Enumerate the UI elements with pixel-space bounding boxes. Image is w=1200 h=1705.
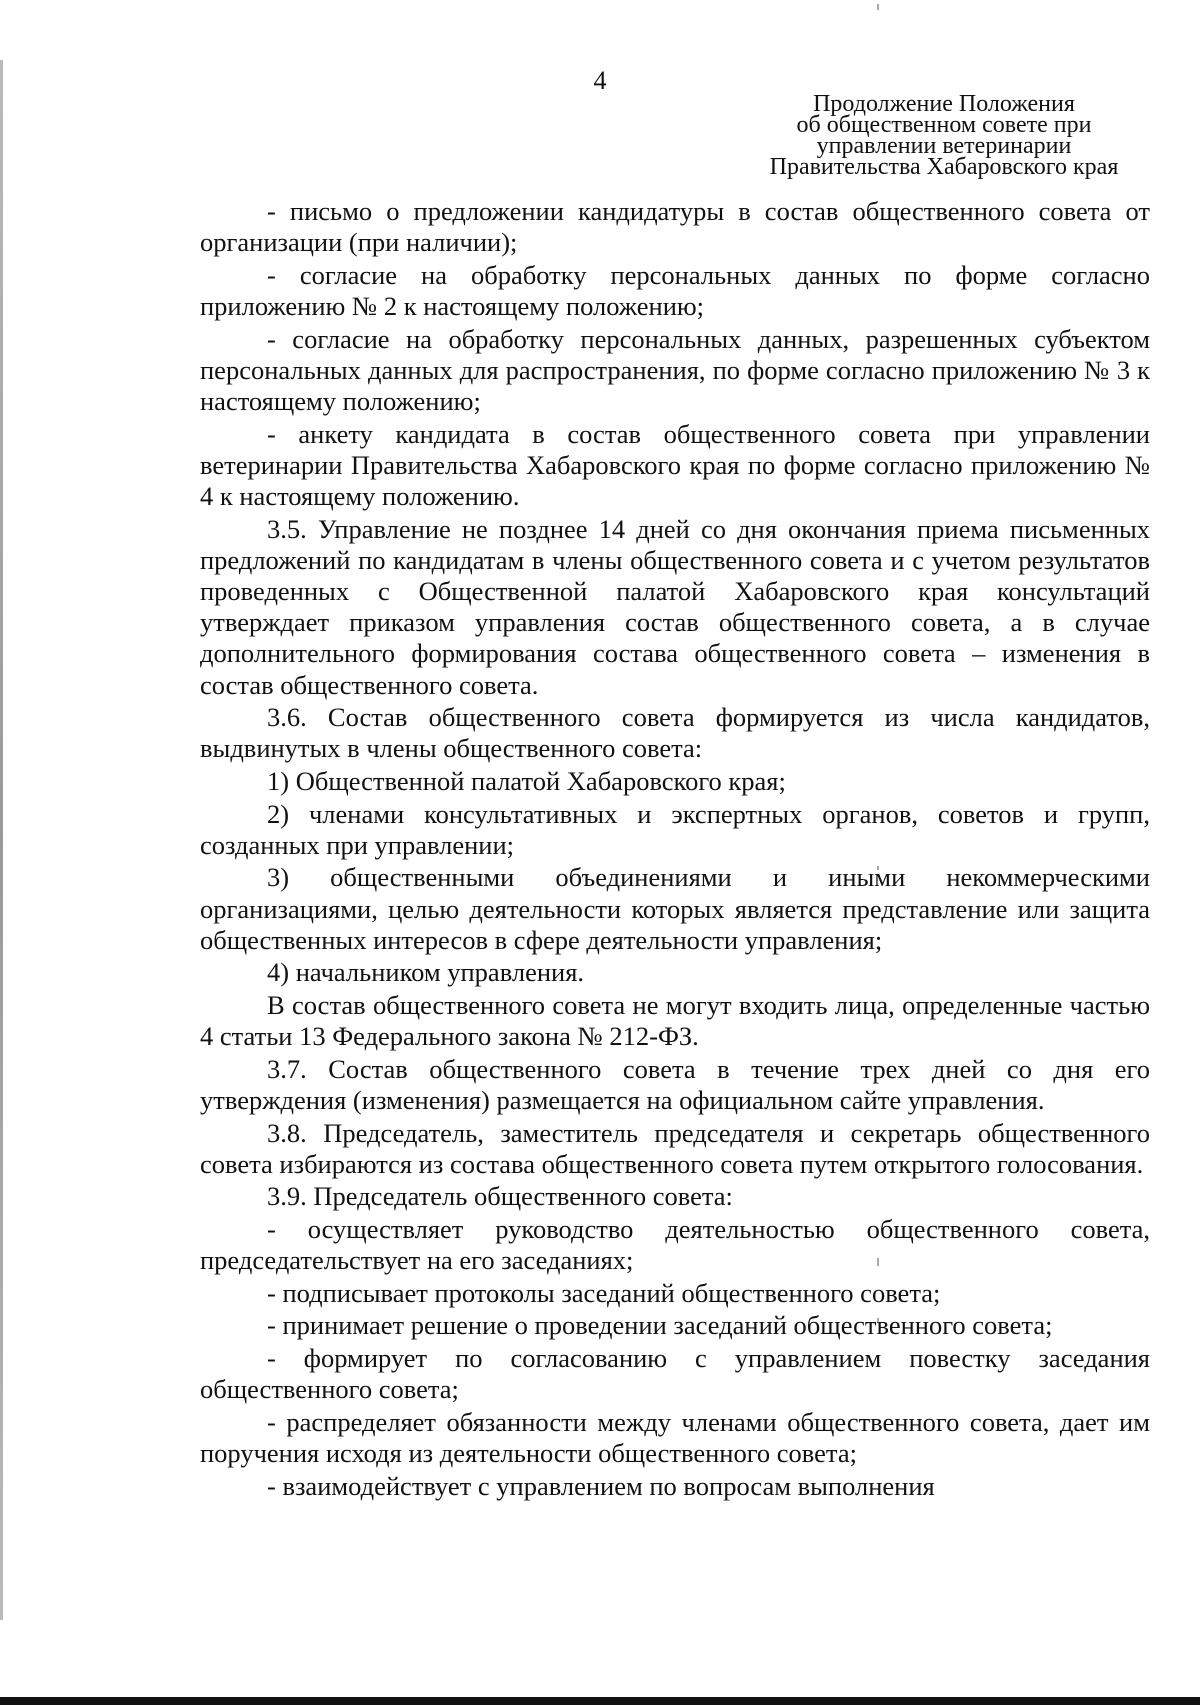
scan-edge-bottom	[0, 1697, 1200, 1705]
header-line-2: об общественном совете при	[796, 112, 1092, 138]
header-line-3: управлении ветеринарии	[816, 133, 1072, 159]
paragraph: - согласие на обработку персональных данных по форме согласно приложению № 2 к настоящему положению;	[200, 259, 1150, 321]
header-line-4: Правительства Хабаровского края	[769, 154, 1119, 180]
paragraph: - анкету кандидата в состав общественного совета при управлении ветеринарии Правительства Хабаровского края по форме согласно приложению № 4 к настоящему положению.	[200, 418, 1150, 511]
paragraph: - распределяет обязанности между членами общественного совета, дает им поручения исходя из деятельности общественного совета;	[200, 1406, 1150, 1468]
paragraph: В состав общественного совета не могут входить лица, определенные частью 4 статьи 13 Федерального закона № 212-ФЗ.	[200, 989, 1150, 1052]
paragraph: 3.5. Управление не позднее 14 дней со дня окончания приема письменных предложений по кандидатам в члены общественного совета и с учетом результатов проведенных с Общественной палатой Хабаровского края консультаций утверждает приказом управления состав общественного совета, а в случае дополнительного формирования состава общественного совета – изменения в состав общественного совета.	[200, 513, 1150, 700]
scan-edge-left	[0, 60, 3, 1620]
document-body	[200, 196, 1150, 1503]
paragraph: - согласие на обработку персональных данных, разрешенных субъектом персональных данных для распространения, по форме согласно приложению № 3 к настоящему положению;	[200, 323, 1150, 416]
paragraph: - формирует по согласованию с управлением повестку заседания общественного совета;	[200, 1342, 1150, 1405]
paragraph: 4) начальником управления.	[267, 957, 585, 988]
paragraph: 1) Общественной палатой Хабаровского края;	[267, 766, 786, 796]
paragraph: 3) общественными объединениями и иными некоммерческими организациями, целью деятельности которых является представление или защита общественных интересов в сфере деятельности управления;	[200, 862, 1150, 955]
paragraph: - письмо о предложении кандидатуры в состав общественного совета от организации (при наличии);	[200, 196, 1150, 258]
paragraph: - осуществляет руководство деятельностью общественного совета, председательствует на его заседаниях;	[200, 1213, 1150, 1276]
paragraph: - взаимодействует с управлением по вопросам выполнения	[267, 1470, 935, 1501]
paragraph: 3.7. Состав общественного совета в течение трех дней со дня его утверждения (изменения) размещается на официальном сайте управления.	[200, 1053, 1150, 1115]
page-number: 4	[593, 66, 607, 95]
paragraph: - подписывает протоколы заседаний общественного совета;	[267, 1277, 941, 1308]
scan-speck	[877, 4, 879, 10]
paragraph: - принимает решение о проведении заседаний общественного совета;	[267, 1310, 1053, 1341]
paragraph: 3.9. Председатель общественного совета:	[267, 1181, 733, 1212]
paragraph: 3.6. Состав общественного совета формируется из числа кандидатов, выдвинутых в члены общественного совета:	[200, 702, 1150, 764]
document-header	[734, 91, 1154, 180]
header-line-1: Продолжение Положения	[813, 91, 1075, 117]
paragraph: 2) членами консультативных и экспертных органов, советов и групп, созданных при управлении;	[200, 798, 1150, 860]
paragraph: 3.8. Председатель, заместитель председателя и секретарь общественного совета избираются из состава общественного совета путем открытого голосования.	[200, 1117, 1150, 1179]
